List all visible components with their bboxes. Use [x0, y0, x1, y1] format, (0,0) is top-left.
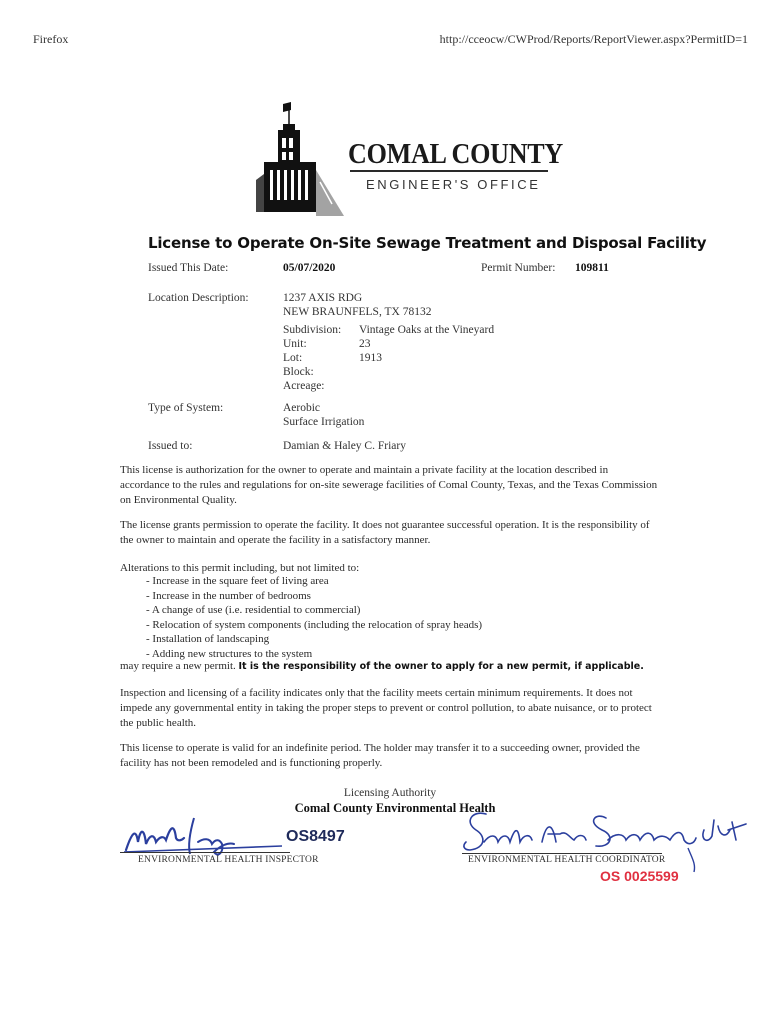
acreage-label: Acreage:: [283, 380, 325, 392]
list-item: - Increase in the number of bedrooms: [146, 589, 311, 602]
browser-name: Firefox: [33, 32, 69, 46]
block-label: Block:: [283, 366, 314, 378]
inspector-number: OS8497: [286, 828, 345, 845]
system-type-line-2: Surface Irrigation: [283, 416, 365, 428]
system-type-line-1: Aerobic: [283, 402, 321, 414]
authorization-paragraph: This license is authorization for the owner to operate and maintain a private facility at the location described in accordance to the rules and regulations for on-site sewerage facilities of Comal County, Texas, and the Texas Commission on Environmental Quality.: [120, 464, 658, 506]
unit-value: 23: [359, 338, 371, 350]
subdivision-label: Subdivision:: [283, 324, 342, 336]
issued-date-label: Issued This Date:: [148, 262, 229, 274]
lot-label: Lot:: [283, 352, 303, 364]
coordinator-signature-line: [462, 853, 662, 854]
list-item: - Relocation of system components (including the relocation of spray heads): [146, 618, 483, 631]
owner-responsibility-note: It is the responsibility of the owner to apply for a new permit, if applicable.: [238, 661, 644, 672]
document-title: License to Operate On-Site Sewage Treatment and Disposal Facility: [148, 234, 707, 252]
alterations-intro: Alterations to this permit including, but not limited to:: [120, 562, 360, 574]
list-item: - Increase in the square feet of living area: [146, 575, 329, 587]
list-item: - Installation of landscaping: [146, 633, 270, 645]
permit-number-value: 109811: [575, 262, 609, 274]
issued-date-value: 05/07/2020: [283, 262, 336, 274]
authority-label: Licensing Authority: [343, 787, 437, 799]
permit-number-label: Permit Number:: [481, 262, 556, 274]
location-label: Location Description:: [148, 292, 249, 304]
coordinator-title: ENVIRONMENTAL HEALTH COORDINATOR: [468, 855, 666, 865]
issued-to-label: Issued to:: [148, 440, 193, 452]
list-item: - Adding new structures to the system: [146, 647, 313, 660]
validity-paragraph: This license to operate is valid for an indefinite period. The holder may transfer it to a succeeding owner, provided the facility has not been remodeled and is functioning properly.: [120, 742, 640, 769]
org-name: COMAL COUNTY: [348, 138, 564, 170]
system-type-label: Type of System:: [148, 402, 224, 414]
lot-value: 1913: [359, 352, 382, 364]
inspector-title: ENVIRONMENTAL HEALTH INSPECTOR: [138, 855, 319, 865]
subdivision-value: Vintage Oaks at the Vineyard: [359, 324, 495, 336]
address-line-1: 1237 AXIS RDG: [283, 292, 363, 304]
inspector-signature-line: [120, 852, 290, 853]
authority-name: Comal County Environmental Health: [294, 801, 496, 815]
coordinator-number: OS 0025599: [600, 868, 679, 884]
inspection-paragraph: Inspection and licensing of a facility indicates only that the facility meets certain minimum requirements. It does not impede any governmental entity in taking the proper steps to prevent or control pollution, to abate nuisance, or to protect the public health.: [120, 687, 652, 729]
alterations-list: [146, 574, 482, 661]
courthouse-logo-icon: [256, 100, 344, 216]
issued-to-value: Damian & Haley C. Friary: [283, 440, 406, 452]
alterations-tail: may require a new permit. It is the responsibility of the owner to apply for a new permit, if applicable.: [120, 660, 644, 672]
address-line-2: NEW BRAUNFELS, TX 78132: [283, 306, 432, 318]
list-item: - A change of use (i.e. residential to commercial): [146, 604, 361, 616]
logo-divider: [350, 170, 548, 172]
unit-label: Unit:: [283, 338, 307, 350]
browser-url: http://cceocw/CWProd/Reports/ReportViewer.aspx?PermitID=1: [439, 32, 748, 46]
org-subtitle: ENGINEER'S OFFICE: [366, 177, 541, 192]
permission-paragraph: The license grants permission to operate the facility. It does not guarantee successful operation. It is the responsibility of the owner to maintain and operate the facility in a satisfactory manner.: [120, 519, 650, 546]
